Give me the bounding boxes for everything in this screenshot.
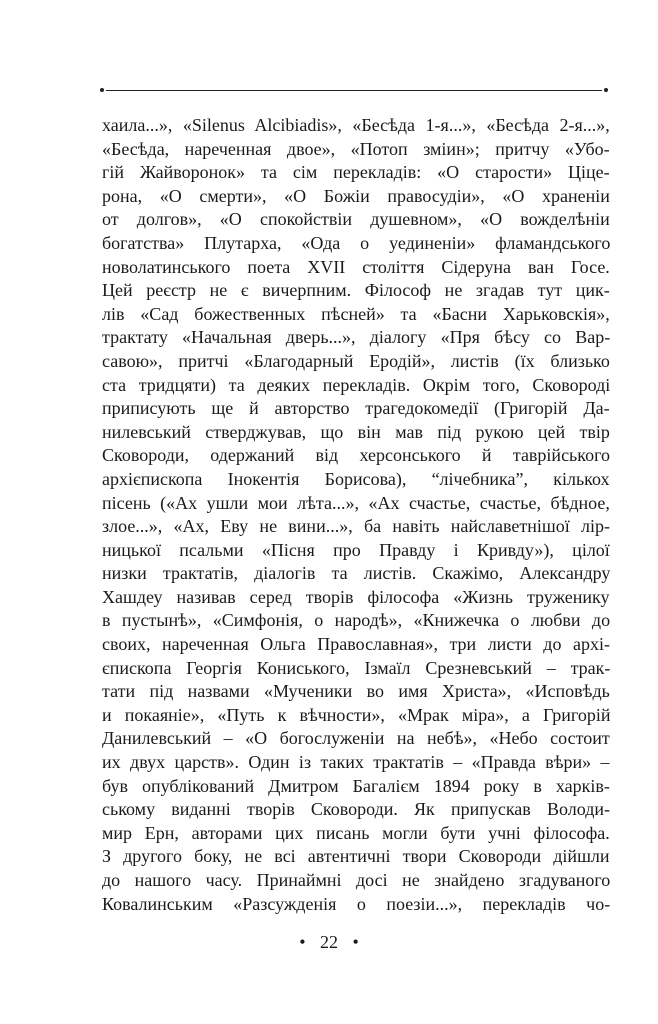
text-line: в пустынѣ», «Симфонія, о народѣ», «Книжечка о любви до	[102, 610, 611, 631]
text-line: пісень («Ах ушли мои лѣта...», «Ах счастье, счастье, бѣдное,	[102, 492, 610, 513]
text-line: тати під назвами «Мученики во имя Христа», «Исповѣдь	[102, 681, 610, 702]
text-line: був опублікований Дмитром Багалієм 1894 року в харків-	[102, 775, 610, 796]
header-rule	[100, 86, 608, 96]
footer-bullet-right: •	[352, 932, 359, 952]
text-line: богатства» Плутарха, «Ода о уединеніи» фламандського	[102, 232, 611, 253]
text-line: от долгов», «О спокойствіи душевном», «О вожделѣніи	[102, 209, 610, 230]
text-line: и покаяніе», «Путь к вѣчности», «Мрак міра», а Григорій	[102, 704, 611, 725]
text-line: рона, «О смерти», «О Божіи правосудіи», «О храненіи	[102, 185, 610, 206]
text-line: новолатинського поета XVII століття Сідеруна ван Госе.	[102, 256, 610, 277]
text-line: Ковалинським «Разсужденія о поезіи...», перекладів чо-	[102, 893, 611, 914]
page-footer	[0, 930, 658, 954]
text-line: єпископа Георгія Кониського, Ізмаїл Срезневський – трак-	[102, 657, 611, 678]
text-line: трактату «Начальная дверь...», діалогу «Пря бѣсу со Вар-	[102, 327, 611, 348]
page-number: 22	[320, 932, 338, 952]
text-line: низки трактатів, діалогів та листів. Скажімо, Александру	[102, 563, 611, 584]
text-line: приписують ще й авторство трагедокомедії (Григорій Да-	[102, 398, 610, 419]
text-line: савою», притчі «Благодарный Еродій», листів (їх близько	[102, 350, 610, 371]
text-line: их двух царств». Один із таких трактатів – «Правда вѣри» –	[102, 752, 610, 773]
text-line: ста тридцяти) та деяких перекладів. Окрім того, Сковороді	[102, 374, 611, 395]
text-line: Хашдеу називав серед творів філософа «Жизнь труженику	[102, 586, 610, 607]
rule-dot-right	[604, 88, 608, 92]
text-line: Данилевський – «О богослуженіи на небѣ», «Небо состоит	[102, 728, 610, 749]
text-line: архієпископа Інокентія Борисова), “лічебника”, кількох	[102, 468, 610, 489]
rule-line	[106, 90, 602, 91]
text-line: своих, нареченная Ольга Православная», три листи до архі-	[102, 634, 610, 655]
text-line: Сковороди, одержаний від херсонського й таврійського	[102, 445, 611, 466]
rule-dot-left	[100, 88, 104, 92]
text-line: лів «Сад божественных пѣсней» та «Басни Харьковскія»,	[102, 303, 610, 324]
text-line: нилевський стверджував, що він мав під рукою цей твір	[102, 421, 610, 442]
body-text	[102, 114, 610, 916]
text-line: З другого боку, не всі автентичні твори Сковороди дійшли	[102, 846, 610, 867]
text-line: мир Ерн, авторами цих писань могли бути учні філософа.	[102, 822, 610, 843]
text-line: ському виданні творів Сковороди. Як припускав Володи-	[102, 799, 610, 820]
text-line: гій Жайворонок» та сім перекладів: «О старости» Ціце-	[102, 162, 610, 183]
footer-bullet-left: •	[299, 932, 306, 952]
text-line: Цей реєстр не є вичерпним. Філософ не згадав тут цик-	[102, 280, 610, 301]
text-line: злое...», «Ах, Еву не вини...», ба навіть найславетнішої лір-	[102, 516, 610, 537]
text-line: хаила...», «Silenus Alcibiadis», «Бесѣда 1-я...», «Бесѣда 2-я...»,	[102, 115, 610, 135]
text-line: до нашого часу. Принаймні досі не знайдено згадуваного	[102, 870, 611, 890]
text-line: ницької псальми «Пісня про Правду і Кривду»), цілої	[102, 539, 610, 560]
text-line: «Бесѣда, нареченная двое», «Потоп зміин»; притчу «Убо-	[102, 138, 610, 159]
